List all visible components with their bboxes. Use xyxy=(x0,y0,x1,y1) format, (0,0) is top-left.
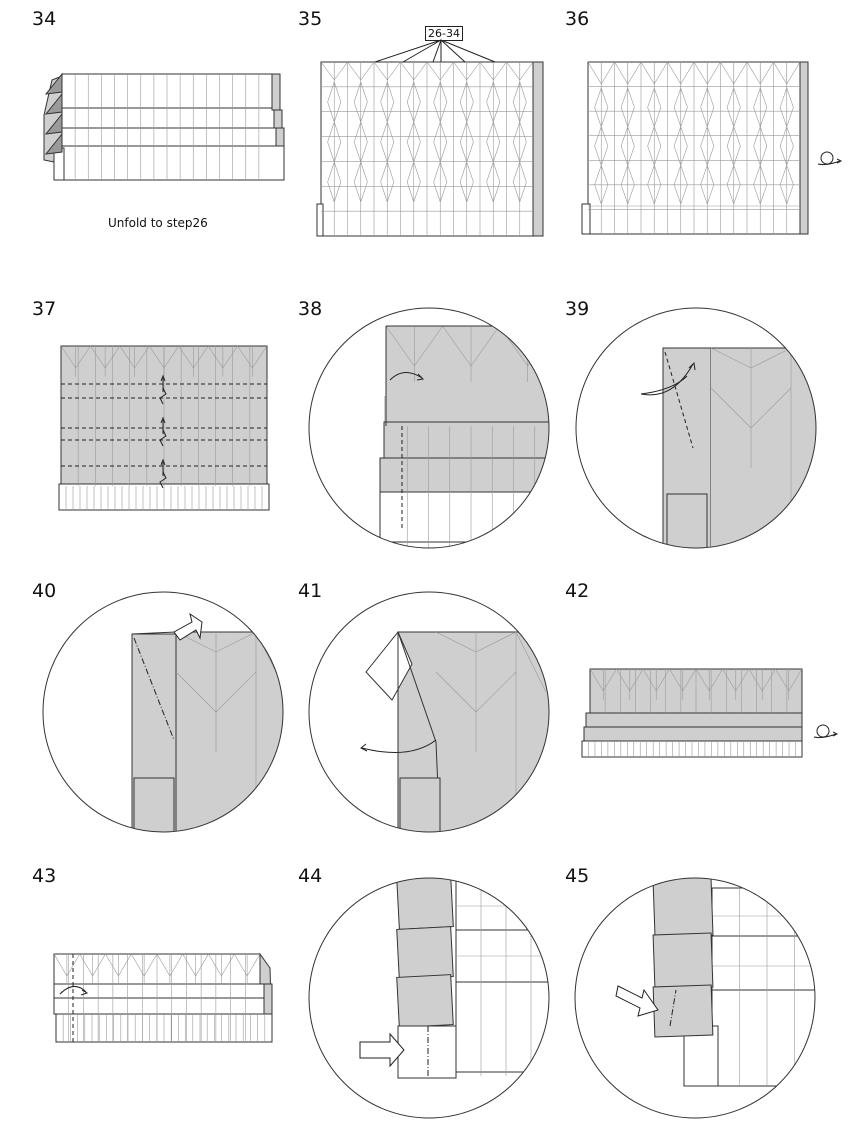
step-44-diagram xyxy=(306,876,556,1121)
step-40-diagram xyxy=(40,592,290,837)
push-arrow-icon xyxy=(360,1034,404,1066)
step-35-diagram xyxy=(315,40,555,240)
step-number-35: 35 xyxy=(298,8,323,30)
step-43-diagram xyxy=(50,950,280,1050)
step-number-39: 39 xyxy=(565,298,590,320)
step-number-45: 45 xyxy=(565,865,590,887)
step-number-40: 40 xyxy=(32,580,57,602)
step-number-41: 41 xyxy=(298,580,323,602)
step-45-diagram xyxy=(572,876,822,1121)
step-35-reference-label: 26-34 xyxy=(425,26,463,41)
step-39-diagram xyxy=(575,308,825,553)
push-arrow-icon xyxy=(616,986,658,1016)
step-34-caption: Unfold to step26 xyxy=(108,216,208,230)
step-36-diagram xyxy=(580,58,845,238)
step-38-diagram xyxy=(306,308,556,553)
step-number-43: 43 xyxy=(32,865,57,887)
step-number-44: 44 xyxy=(298,865,323,887)
step-41-diagram xyxy=(306,592,556,837)
step-number-34: 34 xyxy=(32,8,57,30)
step-37-diagram xyxy=(55,342,275,517)
step-number-37: 37 xyxy=(32,298,57,320)
turn-over-icon xyxy=(818,152,841,165)
step-34-diagram xyxy=(40,70,290,185)
turn-over-icon xyxy=(814,725,837,738)
step-number-36: 36 xyxy=(565,8,590,30)
step-number-38: 38 xyxy=(298,298,323,320)
step-number-42: 42 xyxy=(565,580,590,602)
step-42-diagram xyxy=(578,665,853,765)
